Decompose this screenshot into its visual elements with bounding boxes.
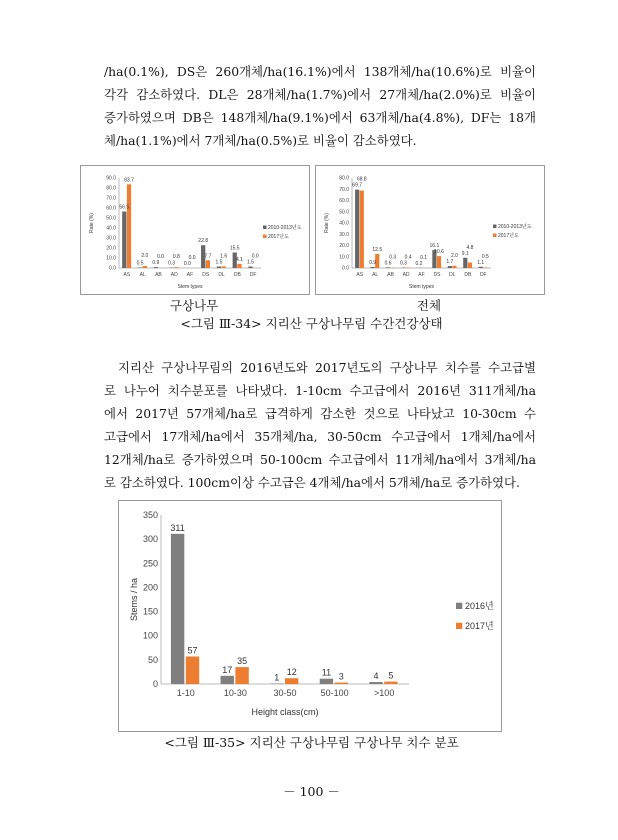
legend-swatch <box>493 225 497 229</box>
x-tick-label: AD <box>402 272 410 278</box>
data-label: 22.8 <box>198 238 209 245</box>
figure-caption-34: <그림 Ⅲ-34> 지리산 구상나무림 수간건강상태 <box>180 316 443 331</box>
legend-label: 2016년 <box>465 601 494 611</box>
data-label: 0.9 <box>369 259 377 266</box>
data-label: 2.0 <box>141 253 149 259</box>
bar <box>186 656 199 684</box>
data-label: 5 <box>388 670 394 681</box>
data-label: 2.0 <box>450 252 458 259</box>
y-tick-label: 70.0 <box>106 195 116 202</box>
data-label: 0.2 <box>415 260 423 267</box>
x-tick-label: DS <box>433 272 441 278</box>
legend-swatch <box>493 234 497 238</box>
bar <box>369 682 382 684</box>
y-tick-label: 70.0 <box>339 186 349 193</box>
y-tick-label: 0.0 <box>342 265 349 272</box>
bar <box>154 267 158 268</box>
bar <box>127 184 131 268</box>
text-line: 12개체/ha로 증가하였으며 50-100cm 수고급에서 11개체/ha에서 3개체/ha <box>104 452 536 467</box>
bar <box>463 258 467 268</box>
x-tick-label: AS <box>123 272 131 278</box>
data-label: 16.1 <box>429 242 440 249</box>
x-tick-label: DB <box>464 272 472 278</box>
y-tick-label: 350 <box>142 510 158 520</box>
data-label: 10.6 <box>434 249 444 256</box>
x-tick-label: 10-30 <box>223 688 247 698</box>
legend-label: 2017년도 <box>498 233 519 239</box>
x-tick-label: AL <box>372 272 379 278</box>
data-label: 0.3 <box>400 260 407 267</box>
bar <box>437 256 441 268</box>
x-tick-label: AD <box>170 272 178 278</box>
data-label: 0.9 <box>152 260 160 267</box>
legend-swatch <box>456 603 462 609</box>
x-tick-label: 1-10 <box>176 688 195 698</box>
x-axis-title: Height class(cm) <box>251 707 319 717</box>
y-tick-label: 300 <box>142 534 158 545</box>
bar <box>222 266 226 268</box>
chart-stem-health-total <box>315 165 545 295</box>
bar <box>468 263 472 268</box>
x-tick-label: DF <box>249 272 257 278</box>
bar <box>122 212 126 269</box>
data-label: 69.7 <box>352 182 363 189</box>
legend-swatch <box>456 623 462 629</box>
x-tick-label: AL <box>139 272 146 278</box>
paragraph-1 <box>104 60 536 152</box>
chart-label-total: 전체 <box>416 298 442 313</box>
data-label: 12 <box>286 667 297 678</box>
data-label: 1.6 <box>220 253 228 260</box>
text-line: 각각 감소하였다. DL은 28개체/ha(1.7%)에서 27개체/ha(2.0%)로 비율이 <box>104 87 536 102</box>
text-line: 로 나누어 치수분포를 나타냈다. 1-10cm 수고급에서 2016년 311개체/ha <box>104 383 536 398</box>
data-label: 17 <box>222 664 233 675</box>
data-label: 0.0 <box>183 261 191 267</box>
x-tick-label: DL <box>449 272 456 278</box>
text-line: 고급에서 17개체/ha에서 35개체/ha, 30-50cm 수고급에서 1개체/ha에서 <box>104 429 536 444</box>
bar <box>448 266 452 268</box>
x-tick-label: 50-100 <box>320 688 349 698</box>
data-label: 0.3 <box>389 254 397 261</box>
y-tick-label: 30.0 <box>106 235 116 242</box>
data-label: 56.5 <box>119 204 130 211</box>
chart-seedling-height-distribution <box>118 500 502 732</box>
data-label: 0.5 <box>136 260 144 267</box>
y-axis-title: Rate (%) <box>89 213 95 233</box>
x-tick-label: DF <box>479 272 487 278</box>
y-tick-label: 60.0 <box>339 198 349 205</box>
legend-swatch <box>263 226 267 230</box>
x-tick-label: DL <box>218 272 225 278</box>
data-label: 1 <box>274 672 280 683</box>
y-tick-label: 20.0 <box>339 243 349 250</box>
paragraph-2 <box>104 356 536 494</box>
text-line: 지리산 구상나무림의 2016년도와 2017년도의 구상나무 치수를 수고급별 <box>118 360 536 375</box>
y-tick-label: 30.0 <box>339 231 349 238</box>
data-label: 15.5 <box>229 245 240 252</box>
bar <box>452 266 456 268</box>
data-label: 0.1 <box>420 254 428 261</box>
bar <box>285 678 298 684</box>
bar <box>206 260 210 268</box>
x-tick-label: DB <box>233 272 241 278</box>
data-label: 0.0 <box>188 255 196 261</box>
chart-label-abies: 구상나무 <box>169 298 219 313</box>
y-tick-label: 0.0 <box>109 265 116 272</box>
data-label: 7.7 <box>204 253 212 260</box>
text-line: 에서 2017년 57개체/ha로 급격하게 감소한 것으로 나타났고 10-30cm 수 <box>104 406 536 421</box>
bar <box>248 267 252 269</box>
y-axis-title: Stems / ha <box>129 577 139 622</box>
bar <box>235 667 248 684</box>
bar <box>335 683 348 684</box>
x-axis-title: Stem types <box>177 284 203 290</box>
y-tick-label: 10.0 <box>106 255 116 262</box>
y-tick-label: 50.0 <box>106 215 116 222</box>
bar <box>479 267 483 268</box>
x-tick-label: AF <box>186 272 194 278</box>
y-tick-label: 250 <box>142 558 158 569</box>
data-label: 1.1 <box>477 259 485 266</box>
y-tick-label: 50 <box>147 654 158 665</box>
data-label: 1.7 <box>446 259 454 266</box>
y-tick-label: 0 <box>152 679 158 689</box>
data-label: 9.1 <box>461 250 469 257</box>
bar <box>237 264 241 268</box>
data-label: 4 <box>373 671 379 682</box>
figure-caption-35: <그림 Ⅲ-35> 지리산 구상나무림 구상나무 치수 분포 <box>164 735 459 750</box>
y-tick-label: 150 <box>142 606 158 617</box>
chart-stem-health-abies <box>80 165 310 295</box>
bar <box>138 268 142 269</box>
y-tick-label: 100 <box>142 630 158 641</box>
y-tick-label: 40.0 <box>339 220 349 227</box>
y-tick-label: 90.0 <box>106 175 116 182</box>
data-label: 3 <box>338 671 344 682</box>
text-line: 증가하였으며 DB은 148개체/ha(9.1%)에서 63개체/ha(4.8%), DF는 18개 <box>104 110 536 125</box>
data-label: 4.1 <box>235 256 243 263</box>
data-label: 0.5 <box>481 253 489 260</box>
bar <box>320 679 333 684</box>
legend-label: 2017년도 <box>268 234 289 240</box>
y-tick-label: 50.0 <box>339 209 349 216</box>
y-tick-label: 10.0 <box>339 254 349 261</box>
data-label: 0.6 <box>384 260 392 267</box>
data-label: 4.8 <box>466 244 474 251</box>
x-tick-label: AB <box>155 272 162 278</box>
bar <box>221 676 234 684</box>
data-label: 1.5 <box>215 259 223 266</box>
y-tick-label: 60.0 <box>106 205 116 212</box>
bar <box>174 267 178 268</box>
x-tick-label: DS <box>202 272 210 278</box>
bar <box>483 267 487 268</box>
data-label: 12.5 <box>372 246 383 253</box>
legend-swatch <box>263 235 267 239</box>
data-label: 83.7 <box>124 177 134 184</box>
y-tick-label: 80.0 <box>106 185 116 192</box>
bar <box>371 267 375 268</box>
x-tick-label: AS <box>356 272 364 278</box>
data-label: 35 <box>237 656 248 667</box>
x-tick-label: AB <box>387 272 394 278</box>
data-label: 11 <box>321 667 332 678</box>
x-tick-label: 30-50 <box>273 688 297 698</box>
bar <box>386 267 390 268</box>
data-label: 68.8 <box>356 176 367 183</box>
data-label: 1.5 <box>247 259 254 266</box>
bar <box>384 682 397 684</box>
y-tick-label: 80.0 <box>339 175 349 182</box>
x-axis-title: Stem types <box>408 284 435 290</box>
x-tick-label: >100 <box>374 688 395 698</box>
bar <box>217 267 221 269</box>
y-tick-label: 20.0 <box>106 245 116 252</box>
y-tick-label: 200 <box>142 582 158 593</box>
data-label: 0.8 <box>172 254 180 261</box>
legend-label: 2010-2013년도 <box>498 224 532 230</box>
data-label: 57 <box>187 645 198 656</box>
data-label: 0.4 <box>404 254 412 261</box>
x-tick-label: AF <box>418 272 425 278</box>
legend-label: 2017년 <box>465 621 494 631</box>
data-label: 311 <box>170 522 185 533</box>
text-line: 체/ha(1.1%)에서 7개체/ha(0.5%)로 비율이 감소하였다. <box>104 133 417 148</box>
bar <box>360 191 364 268</box>
data-label: 0.0 <box>157 254 165 261</box>
legend-label: 2010-2013년도 <box>268 225 302 231</box>
page-number: － 100 － <box>283 784 340 799</box>
bar <box>171 534 184 684</box>
bar <box>355 190 359 268</box>
data-label: 0.0 <box>251 253 259 260</box>
y-tick-label: 40.0 <box>106 225 116 232</box>
text-line: /ha(0.1%), DS은 260개체/ha(16.1%)에서 138개체/ha(10.6%)로 비율이 <box>104 64 536 79</box>
data-label: 0.3 <box>168 260 176 267</box>
y-axis-title: Rate (%) <box>324 213 330 233</box>
text-line: 로 감소하였다. 100cm이상 수고급은 4개체/ha에서 5개체/ha로 증가하였다. <box>104 475 520 490</box>
